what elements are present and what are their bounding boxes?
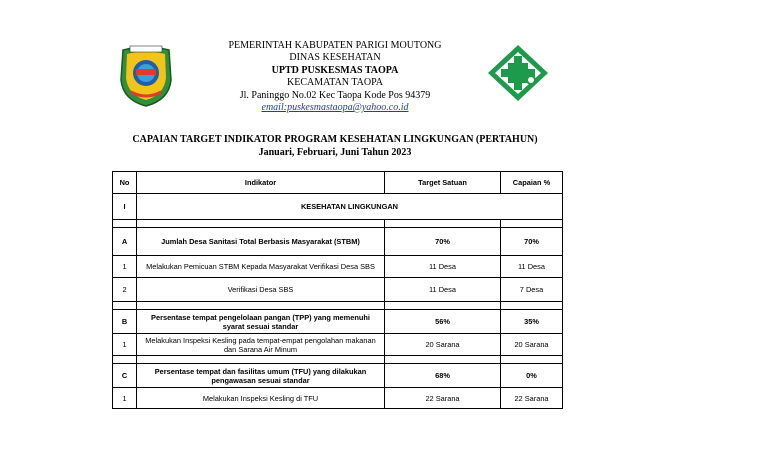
- section-no: I: [113, 194, 137, 220]
- group-b-target: 56%: [385, 310, 501, 334]
- puskesmas-logo: [486, 43, 550, 103]
- indicator-table: [112, 171, 563, 409]
- row-no: 1: [113, 256, 137, 278]
- letterhead: [190, 40, 480, 114]
- spacer-row: [113, 302, 563, 310]
- letterhead-line-puskesmas: UPTD PUSKESMAS TAOPA: [271, 64, 399, 76]
- group-c-capaian: 0%: [501, 364, 563, 388]
- row-indikator: Melakukan Inspeksi Kesling pada tempat-empat pengolahan makanan dan Sarana Air Minum: [137, 334, 385, 356]
- regency-emblem-logo: [117, 42, 175, 108]
- spacer-row: [113, 356, 563, 364]
- row-target: 22 Sarana: [385, 388, 501, 409]
- group-c-target: 68%: [385, 364, 501, 388]
- header-indikator: Indikator: [137, 172, 385, 194]
- row-capaian: 7 Desa: [501, 278, 563, 302]
- table-row: [113, 278, 563, 302]
- group-a-label: Jumlah Desa Sanitasi Total Berbasis Masyarakat (STBM): [137, 228, 385, 256]
- row-no: 1: [113, 388, 137, 409]
- row-capaian: 20 Sarana: [501, 334, 563, 356]
- table-row: [113, 310, 563, 334]
- row-capaian: 11 Desa: [501, 256, 563, 278]
- header-capaian: Capaian %: [501, 172, 563, 194]
- group-c-label: Persentase tempat dan fasilitas umum (TFU) yang dilakukan pengawasan sesuai standar: [137, 364, 385, 388]
- letterhead-line-district: KECAMATAN TAOPA: [287, 77, 383, 89]
- table-row: [113, 388, 563, 409]
- document-title: [110, 133, 560, 159]
- header-target: Target Satuan: [385, 172, 501, 194]
- row-indikator: Melakukan Inspeksi Kesling di TFU: [137, 388, 385, 409]
- letterhead-email-link[interactable]: email:puskesmastaopa@yahoo.co.id: [261, 102, 409, 114]
- row-target: 11 Desa: [385, 278, 501, 302]
- table-header-row: [113, 172, 563, 194]
- row-capaian: 22 Sarana: [501, 388, 563, 409]
- title-line-main: CAPAIAN TARGET INDIKATOR PROGRAM KESEHATAN LINGKUNGAN (PERTAHUN): [132, 134, 538, 145]
- group-b-no: B: [113, 310, 137, 334]
- spacer-row: [113, 220, 563, 228]
- letterhead-line-address: Jl. Paninggo No.02 Kec Taopa Kode Pos 94379: [239, 89, 431, 101]
- table-row: [113, 334, 563, 356]
- section-row: [113, 194, 563, 220]
- title-line-period: Januari, Februari, Juni Tahun 2023: [258, 147, 412, 158]
- row-no: 2: [113, 278, 137, 302]
- group-b-label: Persentase tempat pengelolaan pangan (TPP) yang memenuhi syarat sesuai standar: [137, 310, 385, 334]
- group-b-capaian: 35%: [501, 310, 563, 334]
- group-c-no: C: [113, 364, 137, 388]
- row-target: 20 Sarana: [385, 334, 501, 356]
- row-indikator: Melakukan Pemicuan STBM Kepada Masyarakat Verifikasi Desa SBS: [137, 256, 385, 278]
- group-a-target: 70%: [385, 228, 501, 256]
- letterhead-line-department: DINAS KESEHATAN: [289, 52, 381, 64]
- section-label: KESEHATAN LINGKUNGAN: [137, 194, 563, 220]
- row-no: 1: [113, 334, 137, 356]
- group-a-capaian: 70%: [501, 228, 563, 256]
- header-no: No: [113, 172, 137, 194]
- row-indikator: Verifikasi Desa SBS: [137, 278, 385, 302]
- table-row: [113, 228, 563, 256]
- group-a-no: A: [113, 228, 137, 256]
- letterhead-line-government: PEMERINTAH KABUPATEN PARIGI MOUTONG: [228, 40, 442, 51]
- row-target: 11 Desa: [385, 256, 501, 278]
- table-row: [113, 364, 563, 388]
- table-row: [113, 256, 563, 278]
